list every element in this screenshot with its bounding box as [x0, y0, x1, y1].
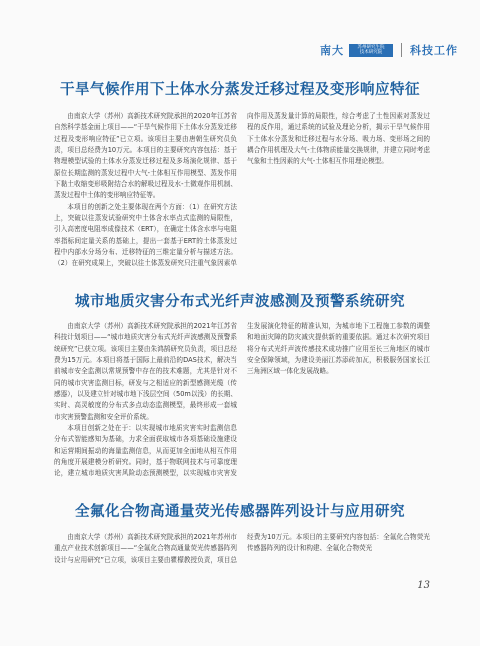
article-paragraph: 由南京大学（苏州）高新技术研究院承担的2021年苏州市重点产业技术创新项目——“全氟化合物高通量荧光传感器阵列设计与应用研究”已立项，该项目主要由瞿檬教授负责，项目总经费为10万元。本项目的主要研究内容包括：全氟化合物荧光传感器阵列的设计和构建、全氟化合物荧光 [54, 533, 430, 564]
brand-subtitle-line1: 苏州研究生院 [357, 44, 385, 50]
article-body [54, 321, 430, 491]
article-body [54, 111, 430, 281]
article-body [54, 532, 430, 578]
page-header [320, 42, 458, 58]
article-title: 全氟化合物高通量荧光传感器阵列设计与应用研究 [75, 504, 405, 520]
brand-subtitle-line2: 技术研究院 [359, 50, 383, 55]
article-title: 干旱气候作用下土体水分蒸发迁移过程及变形响应特征 [60, 82, 420, 98]
article-paragraph: 由南京大学（苏州）高新技术研究院承担的2020年江苏省自然科学基金面上项目——“干旱气候作用下土体水分蒸发迁移过程及变形响应特征”已立项。该项目主要由唐朝生研究员负责，项目总经费为10万元。本项目的主要研究内容包括：基于物理模型试验的土体水分蒸发迁移过程及多场演化规律、基于原位长期监测的蒸发过程中大气-土体相互作用模型、蒸发作用下黏土收缩变形吸附结合水的解吸过程及水-土微观作用机制、蒸发过程中土体的变形响应特征等。 [54, 112, 237, 200]
page-number: 13 [417, 580, 430, 591]
brand-name: 南大 [320, 44, 344, 57]
article-paragraph: 本项目的创新之处主要体现在两个方面：（1）在研究方法上，突破以往蒸发试验研究中土体含水率点式监测的局限性，引入高密度电阻率成像技术（ERT），在确定土体含水率与电阻率指标间定量关系的基础上，提出一套基于ERT的土体蒸发过程中内部水分场分布、迁移特征的三维定量分析与描述方法。（2）在研究成果上，突破以往土体蒸发研究只注重气象因素单向作用及蒸发量计算的局限性，综合考虑了土性因素对蒸发过程的反作用，通过系统的试验及理论分析，揭示干旱气候作用下土体水分蒸发和迁移过程与水分场、吸力场、变形场之间的耦合作用机理及大气-土体物质能量交换规律，并建立同时考虑气象和土性因素的大气-土体相互作用理论模型。 [54, 112, 430, 268]
section-label: 科技工作 [410, 44, 458, 57]
article-title: 城市地质灾害分布式光纤声波感测及预警系统研究 [75, 294, 405, 310]
article-paragraph: 本项目创新之处在于：以实现城市地质灾害实时监测信息分布式智能感知为基础，力求全面获取城市各项基础设施建设和运营期间振动的海量监测信息，从而更加全面地从相互作用的角度开展建模分析研究。同时，基于物联网技术与可靠度理论，建立城市地质灾害风险动态预测模型，以实现城市灾害发生发展演化特征的精准认知，为城市地下工程施工参数的调整和地面灾障的防灾减灾提供新的重要依据。通过本次研究项目将分布式光纤声波传感技术成功推广应用至长三角地区的城市安全保障领域，为建设美丽江苏添砖加瓦，积极服务国家长江三角洲区域一体化发展战略。 [54, 322, 430, 478]
article-paragraph: 由南京大学（苏州）高新技术研究院承担的2021年江苏省科技计划项目——“城市地质灾害分布式光纤声波感测及预警系统研究”已获立项。该项目主要由朱鸿鹄研究员负责，项目总经费为15万元。本项目将基于国际上最前沿的DAS技术，解决当前城市安全监测以常规预警中存在的技术难题，尤其是针对不同的城市灾害监测目标，研发与之相适应的新型感测光缆（传感器），以及建立针对城市地下浅层空间（50m以浅）的长期、实时、高灵敏度的分布式多点动态监测模型，最终形成一套城市灾害预警监测和安全评价系统。 [54, 322, 237, 421]
header-divider [401, 43, 402, 57]
brand-subtitle-box [349, 44, 393, 57]
